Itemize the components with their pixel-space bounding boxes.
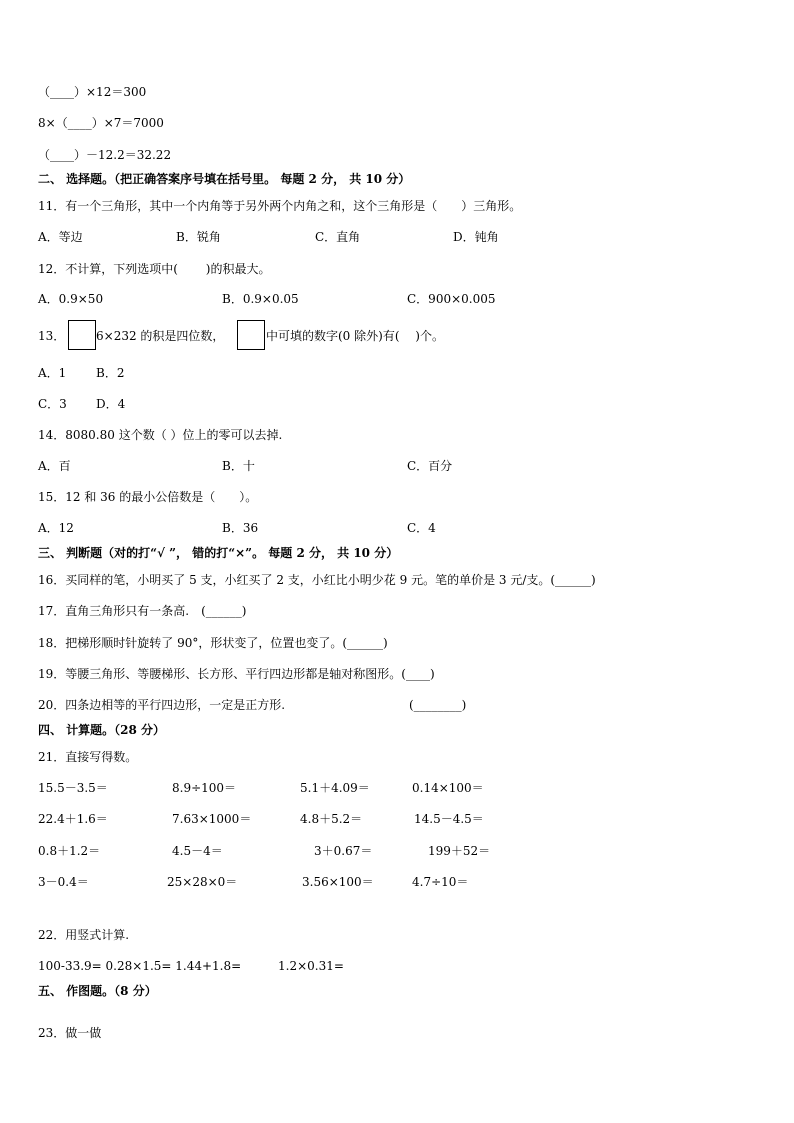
- q17-stem: 17．直角三角形只有一条高. (______): [38, 604, 247, 618]
- q15-option-c: C．4: [407, 521, 436, 535]
- q14-options: [38, 458, 758, 474]
- q13-option-b: B．2: [96, 366, 125, 380]
- q21-stem: 21．直接写得数。: [38, 750, 138, 764]
- q21-item: 14.5－4.5＝: [414, 812, 484, 826]
- q15-option-a: A．12: [38, 521, 74, 535]
- q23-stem: 23．做一做: [38, 1026, 102, 1040]
- q16-stem: 16．买同样的笔，小明买了 5 支，小红买了 2 支，小红比小明少花 9 元。笔的单价是 3 元/支。(______): [38, 573, 596, 587]
- q21-item: 15.5－3.5＝: [38, 781, 108, 795]
- q20-stem: 20．四条边相等的平行四边形，一定是正方形.: [38, 698, 286, 712]
- q13-option-d: D．4: [96, 397, 126, 411]
- q21-item: 4.7÷10＝: [412, 875, 469, 889]
- q13-stem: [38, 328, 758, 344]
- q21-item: 0.8＋1.2＝: [38, 844, 101, 858]
- q15-options: [38, 520, 758, 536]
- q21-item: 3.56×100＝: [302, 875, 374, 889]
- q15-stem: 15．12 和 36 的最小公倍数是（ ）。: [38, 490, 258, 504]
- q21-item: 7.63×1000＝: [172, 812, 252, 826]
- q12-option-c: C．900×0.005: [407, 292, 496, 306]
- q12-options: [38, 291, 758, 307]
- q13-option-c: C．3: [38, 397, 67, 411]
- q22-line-a: 100-33.9= 0.28×1.5= 1.44+1.8=: [38, 959, 242, 973]
- q22-row: [38, 958, 758, 974]
- q13-option-a: A．1: [38, 366, 67, 380]
- q11-option-d: D．钝角: [453, 230, 499, 244]
- q20-row: [38, 697, 758, 713]
- q14-option-c: C．百分: [407, 459, 453, 473]
- q11-option-b: B．锐角: [176, 230, 221, 244]
- q13-part1: 6×232 的积是四位数，: [96, 329, 225, 343]
- q13-blank-box-2: [237, 320, 265, 350]
- q21-row-4: [38, 874, 758, 890]
- section5-heading: 五、 作图题。（8 分）: [38, 984, 157, 998]
- q21-item: 3＋0.67＝: [314, 844, 373, 858]
- q11-option-a: A．等边: [38, 230, 83, 244]
- q14-stem: 14．8080.80 这个数（ ）位上的零可以去掉.: [38, 428, 283, 442]
- q13-part2: 中可填的数字(0 除外)有( )个。: [266, 329, 444, 343]
- q19-stem: 19．等腰三角形、等腰梯形、长方形、平行四边形都是轴对称图形。(____): [38, 667, 435, 681]
- fill-line-1: （____）×12＝300: [38, 85, 147, 99]
- q21-row-2: [38, 811, 758, 827]
- q18-stem: 18．把梯形顺时针旋转了 90°，形状变了，位置也变了。(______): [38, 636, 388, 650]
- q13-number: 13．: [38, 329, 66, 343]
- q22-line-b: 1.2×0.31=: [278, 959, 344, 973]
- q22-stem: 22．用竖式计算.: [38, 928, 130, 942]
- section4-heading: 四、 计算题。（28 分）: [38, 723, 166, 737]
- q21-item: 4.5－4＝: [172, 844, 223, 858]
- q12-stem: 12．不计算，下列选项中( )的积最大。: [38, 262, 271, 276]
- q21-item: 8.9÷100＝: [172, 781, 237, 795]
- section2-heading: 二、 选择题。（把正确答案序号填在括号里。 每题 2 分， 共 10 分）: [38, 172, 411, 186]
- q11-options: [38, 229, 758, 245]
- q13-options-row1: [38, 365, 758, 381]
- q14-option-a: A．百: [38, 459, 71, 473]
- q21-row-3: [38, 843, 758, 859]
- q21-item: 199＋52＝: [428, 844, 491, 858]
- q12-option-a: A．0.9×50: [38, 292, 104, 306]
- fill-line-2: 8×（____）×7＝7000: [38, 116, 164, 130]
- section3-heading: 三、 判断题（对的打“√ ”， 错的打“×”。 每题 2 分， 共 10 分）: [38, 546, 399, 560]
- q21-item: 25×28×0＝: [167, 875, 238, 889]
- q21-item: 22.4＋1.6＝: [38, 812, 108, 826]
- q21-item: 3－0.4＝: [38, 875, 89, 889]
- q11-stem: 11．有一个三角形，其中一个内角等于另外两个内角之和，这个三角形是（ ）三角形。: [38, 199, 522, 213]
- q20-blank: (________): [409, 698, 467, 712]
- q15-option-b: B．36: [222, 521, 259, 535]
- q21-item: 0.14×100＝: [412, 781, 484, 795]
- q21-item: 4.8＋5.2＝: [300, 812, 363, 826]
- q13-blank-box-1: [68, 320, 96, 350]
- q13-options-row2: [38, 396, 758, 412]
- q21-row-1: [38, 780, 758, 796]
- q11-option-c: C．直角: [315, 230, 361, 244]
- fill-line-3: （____）－12.2＝32.22: [38, 148, 172, 162]
- q14-option-b: B．十: [222, 459, 255, 473]
- q12-option-b: B．0.9×0.05: [222, 292, 299, 306]
- q21-item: 5.1＋4.09＝: [300, 781, 370, 795]
